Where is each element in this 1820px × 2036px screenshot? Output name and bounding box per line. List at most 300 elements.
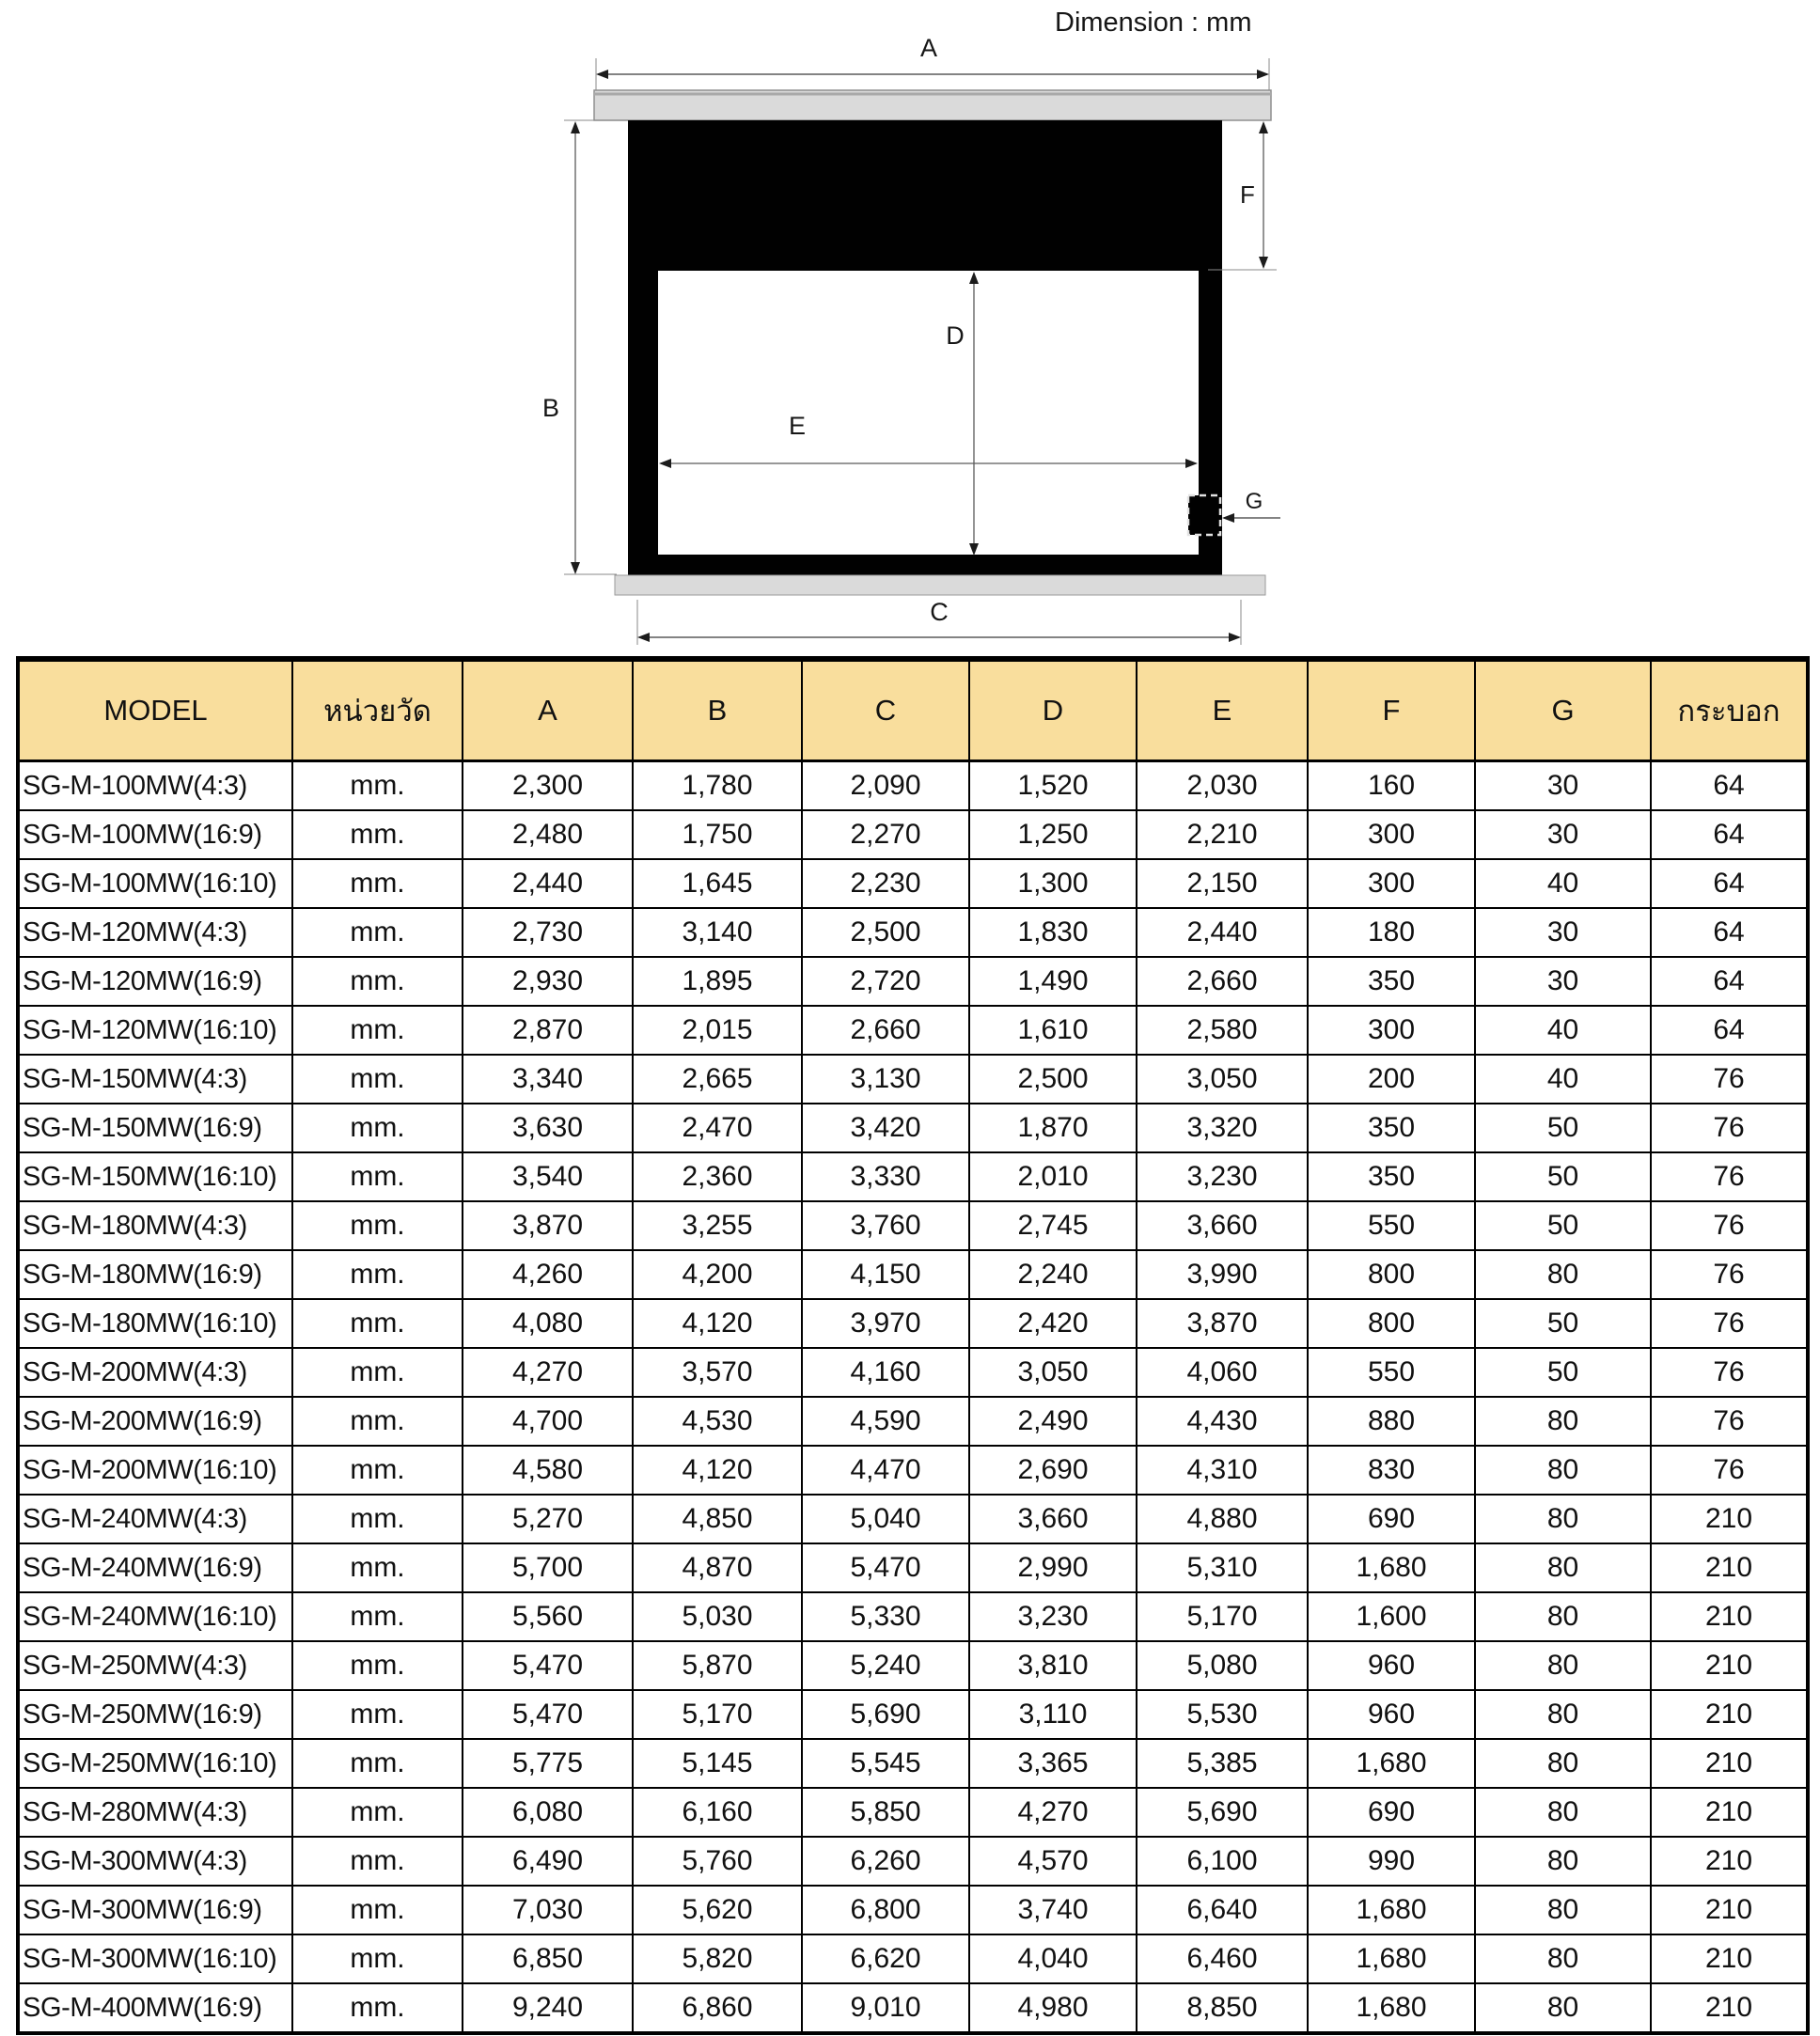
table-row bbox=[18, 1152, 1808, 1201]
col-header-unit: หน่วยวัด bbox=[292, 659, 463, 761]
cell-model: SG-M-100MW(4:3) bbox=[18, 761, 292, 811]
cell-model: SG-M-200MW(4:3) bbox=[18, 1348, 292, 1397]
cell-unit: mm. bbox=[292, 1348, 463, 1397]
col-header-e: E bbox=[1137, 659, 1308, 761]
cell-d: 4,980 bbox=[969, 1983, 1137, 2033]
cell-c: 6,620 bbox=[802, 1934, 969, 1983]
cell-model: SG-M-300MW(16:9) bbox=[18, 1886, 292, 1934]
cell-d: 3,230 bbox=[969, 1592, 1137, 1641]
cell-e: 3,050 bbox=[1137, 1055, 1308, 1104]
cell-c: 2,230 bbox=[802, 859, 969, 908]
cell-f: 550 bbox=[1308, 1348, 1475, 1397]
table-row bbox=[18, 1104, 1808, 1152]
cell-f: 1,680 bbox=[1308, 1983, 1475, 2033]
cell-f: 200 bbox=[1308, 1055, 1475, 1104]
cell-f: 800 bbox=[1308, 1299, 1475, 1348]
cell-a: 2,440 bbox=[463, 859, 633, 908]
cell-f: 960 bbox=[1308, 1641, 1475, 1690]
cell-c: 2,270 bbox=[802, 810, 969, 859]
cell-g: 30 bbox=[1475, 810, 1651, 859]
cell-f: 690 bbox=[1308, 1788, 1475, 1837]
cell-c: 3,760 bbox=[802, 1201, 969, 1250]
cell-g: 80 bbox=[1475, 1641, 1651, 1690]
cell-unit: mm. bbox=[292, 1837, 463, 1886]
cell-b: 5,030 bbox=[633, 1592, 802, 1641]
cell-tube: 64 bbox=[1651, 908, 1808, 957]
cell-e: 3,660 bbox=[1137, 1201, 1308, 1250]
cell-a: 5,700 bbox=[463, 1543, 633, 1592]
cell-b: 3,140 bbox=[633, 908, 802, 957]
table-row bbox=[18, 1250, 1808, 1299]
cell-d: 1,610 bbox=[969, 1006, 1137, 1055]
cell-tube: 64 bbox=[1651, 957, 1808, 1006]
cell-unit: mm. bbox=[292, 1055, 463, 1104]
label-e: E bbox=[788, 412, 807, 440]
table-row bbox=[18, 908, 1808, 957]
cell-tube: 210 bbox=[1651, 1837, 1808, 1886]
cell-g: 50 bbox=[1475, 1299, 1651, 1348]
cell-tube: 76 bbox=[1651, 1055, 1808, 1104]
cell-a: 5,470 bbox=[463, 1641, 633, 1690]
cell-model: SG-M-180MW(16:9) bbox=[18, 1250, 292, 1299]
cell-b: 5,760 bbox=[633, 1837, 802, 1886]
cell-e: 4,060 bbox=[1137, 1348, 1308, 1397]
table-row bbox=[18, 1739, 1808, 1788]
cell-g: 80 bbox=[1475, 1837, 1651, 1886]
cell-d: 4,570 bbox=[969, 1837, 1137, 1886]
cell-unit: mm. bbox=[292, 761, 463, 811]
cell-tube: 210 bbox=[1651, 1592, 1808, 1641]
cell-a: 9,240 bbox=[463, 1983, 633, 2033]
cell-model: SG-M-280MW(4:3) bbox=[18, 1788, 292, 1837]
cell-tube: 210 bbox=[1651, 1641, 1808, 1690]
cell-model: SG-M-180MW(4:3) bbox=[18, 1201, 292, 1250]
cell-f: 1,680 bbox=[1308, 1934, 1475, 1983]
cell-tube: 76 bbox=[1651, 1201, 1808, 1250]
col-header-c: C bbox=[802, 659, 969, 761]
cell-unit: mm. bbox=[292, 1886, 463, 1934]
cell-e: 5,530 bbox=[1137, 1690, 1308, 1739]
cell-model: SG-M-150MW(4:3) bbox=[18, 1055, 292, 1104]
cell-c: 6,800 bbox=[802, 1886, 969, 1934]
cell-tube: 64 bbox=[1651, 761, 1808, 811]
cell-f: 830 bbox=[1308, 1446, 1475, 1495]
table-row bbox=[18, 1006, 1808, 1055]
cell-b: 5,820 bbox=[633, 1934, 802, 1983]
cell-e: 2,440 bbox=[1137, 908, 1308, 957]
spec-table-header-row bbox=[18, 659, 1808, 761]
cell-a: 3,870 bbox=[463, 1201, 633, 1250]
col-header-a: A bbox=[463, 659, 633, 761]
cell-unit: mm. bbox=[292, 810, 463, 859]
cell-e: 5,385 bbox=[1137, 1739, 1308, 1788]
cell-unit: mm. bbox=[292, 1592, 463, 1641]
cell-unit: mm. bbox=[292, 1690, 463, 1739]
cell-b: 2,360 bbox=[633, 1152, 802, 1201]
cell-e: 3,320 bbox=[1137, 1104, 1308, 1152]
cell-c: 5,470 bbox=[802, 1543, 969, 1592]
cell-c: 5,850 bbox=[802, 1788, 969, 1837]
cell-e: 4,430 bbox=[1137, 1397, 1308, 1446]
table-row bbox=[18, 1055, 1808, 1104]
label-a: A bbox=[919, 34, 938, 62]
label-c: C bbox=[930, 598, 949, 626]
cell-g: 80 bbox=[1475, 1543, 1651, 1592]
cell-f: 300 bbox=[1308, 1006, 1475, 1055]
cell-unit: mm. bbox=[292, 1983, 463, 2033]
cell-unit: mm. bbox=[292, 1152, 463, 1201]
cell-c: 4,470 bbox=[802, 1446, 969, 1495]
cell-e: 2,580 bbox=[1137, 1006, 1308, 1055]
cell-tube: 64 bbox=[1651, 810, 1808, 859]
table-row bbox=[18, 1788, 1808, 1837]
cell-tube: 76 bbox=[1651, 1446, 1808, 1495]
cell-c: 4,160 bbox=[802, 1348, 969, 1397]
cell-g: 50 bbox=[1475, 1104, 1651, 1152]
label-d: D bbox=[946, 321, 965, 350]
cell-e: 4,880 bbox=[1137, 1495, 1308, 1543]
col-header-d: D bbox=[969, 659, 1137, 761]
cell-c: 5,330 bbox=[802, 1592, 969, 1641]
col-header-f: F bbox=[1308, 659, 1475, 761]
cell-f: 960 bbox=[1308, 1690, 1475, 1739]
cell-e: 2,660 bbox=[1137, 957, 1308, 1006]
bottom-weight-bar bbox=[615, 575, 1265, 595]
cell-d: 4,040 bbox=[969, 1934, 1137, 1983]
cell-g: 80 bbox=[1475, 1446, 1651, 1495]
col-header-model: MODEL bbox=[18, 659, 292, 761]
cell-f: 1,680 bbox=[1308, 1739, 1475, 1788]
cell-model: SG-M-100MW(16:9) bbox=[18, 810, 292, 859]
cell-f: 300 bbox=[1308, 859, 1475, 908]
cell-f: 1,600 bbox=[1308, 1592, 1475, 1641]
cell-g: 50 bbox=[1475, 1201, 1651, 1250]
cell-unit: mm. bbox=[292, 859, 463, 908]
cell-d: 3,660 bbox=[969, 1495, 1137, 1543]
cell-model: SG-M-400MW(16:9) bbox=[18, 1983, 292, 2033]
cell-f: 350 bbox=[1308, 1104, 1475, 1152]
cell-tube: 76 bbox=[1651, 1299, 1808, 1348]
cell-f: 1,680 bbox=[1308, 1886, 1475, 1934]
table-row bbox=[18, 810, 1808, 859]
cell-d: 3,810 bbox=[969, 1641, 1137, 1690]
cell-unit: mm. bbox=[292, 1006, 463, 1055]
cell-a: 5,775 bbox=[463, 1739, 633, 1788]
cell-d: 4,270 bbox=[969, 1788, 1137, 1837]
col-header-g: G bbox=[1475, 659, 1651, 761]
label-f: F bbox=[1240, 180, 1255, 209]
cell-b: 1,780 bbox=[633, 761, 802, 811]
cell-c: 9,010 bbox=[802, 1983, 969, 2033]
spec-table-body bbox=[18, 761, 1808, 2034]
table-row bbox=[18, 1348, 1808, 1397]
cell-b: 1,645 bbox=[633, 859, 802, 908]
cell-b: 1,895 bbox=[633, 957, 802, 1006]
cell-unit: mm. bbox=[292, 1201, 463, 1250]
cell-b: 4,120 bbox=[633, 1299, 802, 1348]
cell-tube: 64 bbox=[1651, 859, 1808, 908]
cell-a: 5,560 bbox=[463, 1592, 633, 1641]
cell-d: 3,110 bbox=[969, 1690, 1137, 1739]
cell-b: 3,570 bbox=[633, 1348, 802, 1397]
cell-g: 80 bbox=[1475, 1592, 1651, 1641]
cell-tube: 76 bbox=[1651, 1250, 1808, 1299]
cell-g: 30 bbox=[1475, 761, 1651, 811]
cell-f: 880 bbox=[1308, 1397, 1475, 1446]
table-row bbox=[18, 1886, 1808, 1934]
cell-d: 2,690 bbox=[969, 1446, 1137, 1495]
table-row bbox=[18, 1299, 1808, 1348]
cell-e: 3,230 bbox=[1137, 1152, 1308, 1201]
cell-b: 4,530 bbox=[633, 1397, 802, 1446]
cell-b: 2,470 bbox=[633, 1104, 802, 1152]
viewing-area bbox=[658, 271, 1199, 555]
cell-c: 2,720 bbox=[802, 957, 969, 1006]
cell-tube: 210 bbox=[1651, 1934, 1808, 1983]
col-header-b: B bbox=[633, 659, 802, 761]
cell-model: SG-M-100MW(16:10) bbox=[18, 859, 292, 908]
label-b: B bbox=[541, 394, 560, 422]
table-row bbox=[18, 1934, 1808, 1983]
cell-a: 4,080 bbox=[463, 1299, 633, 1348]
cell-b: 5,170 bbox=[633, 1690, 802, 1739]
cell-a: 4,580 bbox=[463, 1446, 633, 1495]
g-detail-box bbox=[1188, 495, 1220, 535]
cell-e: 5,170 bbox=[1137, 1592, 1308, 1641]
cell-model: SG-M-200MW(16:10) bbox=[18, 1446, 292, 1495]
table-row bbox=[18, 957, 1808, 1006]
cell-e: 2,210 bbox=[1137, 810, 1308, 859]
spec-table bbox=[16, 656, 1810, 2035]
cell-model: SG-M-300MW(16:10) bbox=[18, 1934, 292, 1983]
cell-model: SG-M-300MW(4:3) bbox=[18, 1837, 292, 1886]
cell-unit: mm. bbox=[292, 1641, 463, 1690]
cell-unit: mm. bbox=[292, 1495, 463, 1543]
table-row bbox=[18, 859, 1808, 908]
cell-model: SG-M-250MW(4:3) bbox=[18, 1641, 292, 1690]
cell-tube: 210 bbox=[1651, 1690, 1808, 1739]
cell-a: 5,270 bbox=[463, 1495, 633, 1543]
label-g: G bbox=[1245, 489, 1263, 514]
cell-g: 40 bbox=[1475, 1055, 1651, 1104]
cell-c: 5,040 bbox=[802, 1495, 969, 1543]
cell-f: 160 bbox=[1308, 761, 1475, 811]
cell-b: 4,870 bbox=[633, 1543, 802, 1592]
cell-tube: 76 bbox=[1651, 1152, 1808, 1201]
cell-unit: mm. bbox=[292, 908, 463, 957]
table-row bbox=[18, 1983, 1808, 2033]
cell-model: SG-M-120MW(16:10) bbox=[18, 1006, 292, 1055]
cell-e: 5,690 bbox=[1137, 1788, 1308, 1837]
cell-b: 4,120 bbox=[633, 1446, 802, 1495]
cell-e: 5,080 bbox=[1137, 1641, 1308, 1690]
cell-e: 6,640 bbox=[1137, 1886, 1308, 1934]
cell-c: 2,090 bbox=[802, 761, 969, 811]
cell-a: 7,030 bbox=[463, 1886, 633, 1934]
cell-unit: mm. bbox=[292, 1446, 463, 1495]
cell-f: 690 bbox=[1308, 1495, 1475, 1543]
cell-unit: mm. bbox=[292, 1299, 463, 1348]
cell-tube: 210 bbox=[1651, 1543, 1808, 1592]
table-row bbox=[18, 1495, 1808, 1543]
cell-b: 4,850 bbox=[633, 1495, 802, 1543]
cell-c: 3,130 bbox=[802, 1055, 969, 1104]
cell-e: 4,310 bbox=[1137, 1446, 1308, 1495]
cell-g: 80 bbox=[1475, 1739, 1651, 1788]
cell-b: 2,015 bbox=[633, 1006, 802, 1055]
cell-g: 80 bbox=[1475, 1397, 1651, 1446]
cell-f: 300 bbox=[1308, 810, 1475, 859]
cell-e: 6,100 bbox=[1137, 1837, 1308, 1886]
cell-model: SG-M-120MW(4:3) bbox=[18, 908, 292, 957]
cell-a: 2,300 bbox=[463, 761, 633, 811]
cell-d: 2,010 bbox=[969, 1152, 1137, 1201]
table-row bbox=[18, 1641, 1808, 1690]
cell-d: 3,740 bbox=[969, 1886, 1137, 1934]
table-row bbox=[18, 1201, 1808, 1250]
table-row bbox=[18, 1397, 1808, 1446]
cell-a: 3,630 bbox=[463, 1104, 633, 1152]
cell-model: SG-M-180MW(16:10) bbox=[18, 1299, 292, 1348]
cell-c: 3,330 bbox=[802, 1152, 969, 1201]
cell-e: 8,850 bbox=[1137, 1983, 1308, 2033]
cell-e: 2,030 bbox=[1137, 761, 1308, 811]
cell-e: 6,460 bbox=[1137, 1934, 1308, 1983]
cell-b: 3,255 bbox=[633, 1201, 802, 1250]
cell-a: 4,260 bbox=[463, 1250, 633, 1299]
cell-unit: mm. bbox=[292, 1104, 463, 1152]
cell-d: 2,500 bbox=[969, 1055, 1137, 1104]
cell-b: 6,160 bbox=[633, 1788, 802, 1837]
cell-a: 6,080 bbox=[463, 1788, 633, 1837]
cell-a: 4,700 bbox=[463, 1397, 633, 1446]
cell-d: 2,420 bbox=[969, 1299, 1137, 1348]
cell-model: SG-M-240MW(4:3) bbox=[18, 1495, 292, 1543]
cell-g: 50 bbox=[1475, 1152, 1651, 1201]
cell-f: 990 bbox=[1308, 1837, 1475, 1886]
cell-g: 80 bbox=[1475, 1886, 1651, 1934]
cell-d: 2,240 bbox=[969, 1250, 1137, 1299]
cell-d: 1,520 bbox=[969, 761, 1137, 811]
cell-d: 1,870 bbox=[969, 1104, 1137, 1152]
cell-a: 3,540 bbox=[463, 1152, 633, 1201]
cell-tube: 210 bbox=[1651, 1886, 1808, 1934]
cell-tube: 210 bbox=[1651, 1788, 1808, 1837]
cell-c: 2,660 bbox=[802, 1006, 969, 1055]
cell-model: SG-M-240MW(16:10) bbox=[18, 1592, 292, 1641]
screen-dimension-diagram bbox=[0, 0, 1820, 656]
cell-c: 6,260 bbox=[802, 1837, 969, 1886]
cell-b: 4,200 bbox=[633, 1250, 802, 1299]
cell-g: 50 bbox=[1475, 1348, 1651, 1397]
cell-d: 1,250 bbox=[969, 810, 1137, 859]
cell-b: 5,870 bbox=[633, 1641, 802, 1690]
table-row bbox=[18, 1592, 1808, 1641]
cell-d: 1,300 bbox=[969, 859, 1137, 908]
diagram-canvas bbox=[0, 0, 1820, 656]
cell-model: SG-M-150MW(16:9) bbox=[18, 1104, 292, 1152]
cell-c: 3,970 bbox=[802, 1299, 969, 1348]
cell-f: 1,680 bbox=[1308, 1543, 1475, 1592]
cell-b: 5,620 bbox=[633, 1886, 802, 1934]
cell-model: SG-M-250MW(16:9) bbox=[18, 1690, 292, 1739]
cell-f: 550 bbox=[1308, 1201, 1475, 1250]
cell-tube: 210 bbox=[1651, 1495, 1808, 1543]
cell-b: 5,145 bbox=[633, 1739, 802, 1788]
cell-e: 3,870 bbox=[1137, 1299, 1308, 1348]
cell-tube: 210 bbox=[1651, 1983, 1808, 2033]
cell-unit: mm. bbox=[292, 1250, 463, 1299]
cell-a: 2,930 bbox=[463, 957, 633, 1006]
cell-tube: 76 bbox=[1651, 1348, 1808, 1397]
cell-a: 2,870 bbox=[463, 1006, 633, 1055]
cell-d: 2,990 bbox=[969, 1543, 1137, 1592]
cell-f: 350 bbox=[1308, 1152, 1475, 1201]
cell-g: 30 bbox=[1475, 908, 1651, 957]
table-row bbox=[18, 761, 1808, 811]
cell-unit: mm. bbox=[292, 1397, 463, 1446]
cell-g: 30 bbox=[1475, 957, 1651, 1006]
cell-f: 350 bbox=[1308, 957, 1475, 1006]
cell-c: 5,240 bbox=[802, 1641, 969, 1690]
table-row bbox=[18, 1837, 1808, 1886]
cell-unit: mm. bbox=[292, 1934, 463, 1983]
cell-d: 3,365 bbox=[969, 1739, 1137, 1788]
cell-c: 4,150 bbox=[802, 1250, 969, 1299]
cell-unit: mm. bbox=[292, 957, 463, 1006]
cell-a: 3,340 bbox=[463, 1055, 633, 1104]
cell-tube: 76 bbox=[1651, 1397, 1808, 1446]
cell-g: 80 bbox=[1475, 1983, 1651, 2033]
table-row bbox=[18, 1446, 1808, 1495]
table-row bbox=[18, 1690, 1808, 1739]
cell-g: 80 bbox=[1475, 1495, 1651, 1543]
cell-g: 80 bbox=[1475, 1788, 1651, 1837]
dimension-note: Dimension : mm bbox=[1055, 8, 1252, 38]
cell-a: 5,470 bbox=[463, 1690, 633, 1739]
cell-c: 5,690 bbox=[802, 1690, 969, 1739]
cell-d: 3,050 bbox=[969, 1348, 1137, 1397]
cell-b: 6,860 bbox=[633, 1983, 802, 2033]
cell-d: 2,490 bbox=[969, 1397, 1137, 1446]
cell-b: 1,750 bbox=[633, 810, 802, 859]
cell-unit: mm. bbox=[292, 1739, 463, 1788]
cell-f: 800 bbox=[1308, 1250, 1475, 1299]
cell-c: 4,590 bbox=[802, 1397, 969, 1446]
cell-g: 40 bbox=[1475, 859, 1651, 908]
cell-e: 3,990 bbox=[1137, 1250, 1308, 1299]
cell-c: 5,545 bbox=[802, 1739, 969, 1788]
cell-b: 2,665 bbox=[633, 1055, 802, 1104]
cell-a: 6,490 bbox=[463, 1837, 633, 1886]
cell-a: 2,730 bbox=[463, 908, 633, 957]
cell-unit: mm. bbox=[292, 1543, 463, 1592]
cell-tube: 64 bbox=[1651, 1006, 1808, 1055]
cell-unit: mm. bbox=[292, 1788, 463, 1837]
cell-f: 180 bbox=[1308, 908, 1475, 957]
cell-g: 80 bbox=[1475, 1934, 1651, 1983]
cell-d: 2,745 bbox=[969, 1201, 1137, 1250]
cell-tube: 76 bbox=[1651, 1104, 1808, 1152]
cell-c: 2,500 bbox=[802, 908, 969, 957]
cell-d: 1,830 bbox=[969, 908, 1137, 957]
cell-a: 6,850 bbox=[463, 1934, 633, 1983]
cell-model: SG-M-240MW(16:9) bbox=[18, 1543, 292, 1592]
cell-model: SG-M-200MW(16:9) bbox=[18, 1397, 292, 1446]
cell-d: 1,490 bbox=[969, 957, 1137, 1006]
cell-e: 2,150 bbox=[1137, 859, 1308, 908]
cell-model: SG-M-250MW(16:10) bbox=[18, 1739, 292, 1788]
